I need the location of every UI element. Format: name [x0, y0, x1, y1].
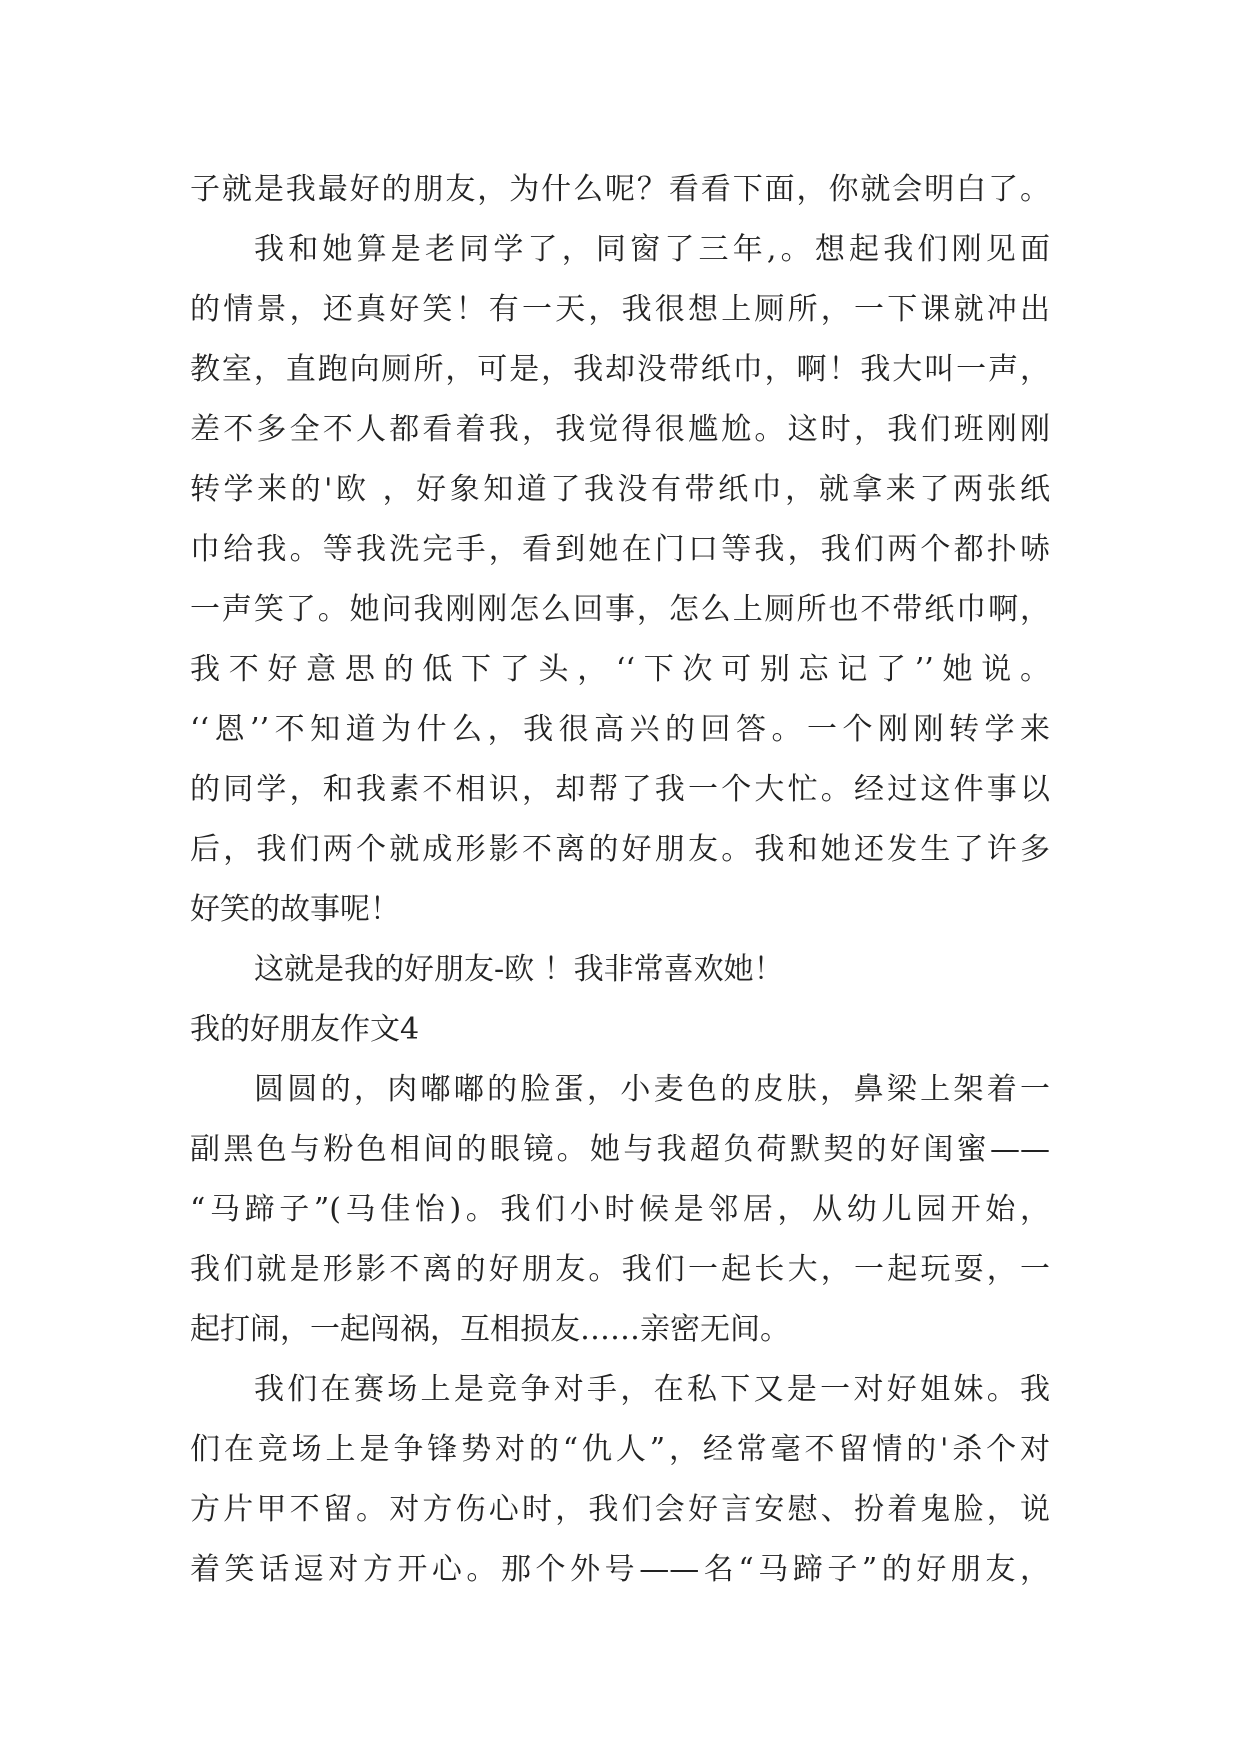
text-line: 圆圆的，肉嘟嘟的脸蛋，小麦色的皮肤，鼻梁上架着一 — [254, 1072, 1050, 1107]
text-line: 着笑话逗对方开心。那个外号——名“马蹄子”的好朋友， — [190, 1552, 1050, 1587]
text-line: 方片甲不留。对方伤心时，我们会好言安慰、扮着鬼脸，说 — [190, 1492, 1050, 1527]
section-heading: 我的好朋友作文4 — [190, 1012, 420, 1047]
text-line: 副黑色与粉色相间的眼镜。她与我超负荷默契的好闺蜜—— — [190, 1132, 1050, 1167]
text-line: 起打闹，一起闯祸，互相损友……亲密无间。 — [190, 1312, 790, 1347]
text-line: 我们在赛场上是竞争对手，在私下又是一对好姐妹。我 — [254, 1372, 1050, 1407]
text-line: 这就是我的好朋友-欧 ！我非常喜欢她！ — [254, 952, 784, 987]
text-line: 子就是我最好的朋友，为什么呢？看看下面，你就会明白了。 — [190, 172, 1050, 207]
text-line: 差不多全不人都看着我，我觉得很尴尬。这时，我们班刚刚 — [190, 412, 1050, 447]
text-line: 我和她算是老同学了，同窗了三年,。想起我们刚见面 — [254, 232, 1050, 267]
text-line: “马蹄子”(马佳怡)。我们小时候是邻居，从幼儿园开始， — [190, 1192, 1050, 1227]
text-line: 我们就是形影不离的好朋友。我们一起长大，一起玩耍，一 — [190, 1252, 1050, 1287]
document-body — [190, 160, 1050, 1600]
text-line: 巾给我。等我洗完手，看到她在门口等我，我们两个都扑哧 — [190, 532, 1050, 567]
text-line: 的情景，还真好笑！有一天，我很想上厕所，一下课就冲出 — [190, 292, 1050, 327]
text-line: 一声笑了。她问我刚刚怎么回事，怎么上厕所也不带纸巾啊， — [190, 592, 1050, 627]
text-line: 后，我们两个就成形影不离的好朋友。我和她还发生了许多 — [190, 832, 1050, 867]
text-line: 我不好意思的低下了头，‘‘下次可别忘记了’’她说。 — [190, 652, 1050, 687]
text-line: ‘‘恩’’不知道为什么，我很高兴的回答。一个刚刚转学来 — [190, 712, 1050, 747]
text-line: 好笑的故事呢！ — [190, 892, 400, 927]
text-line: 转学来的'欧 ，好象知道了我没有带纸巾，就拿来了两张纸 — [190, 472, 1050, 507]
text-line: 的同学，和我素不相识，却帮了我一个大忙。经过这件事以 — [190, 772, 1050, 807]
text-line: 们在竞场上是争锋势对的“仇人”，经常毫不留情的'杀个对 — [190, 1432, 1050, 1467]
text-line: 教室，直跑向厕所，可是，我却没带纸巾，啊！我大叫一声， — [190, 352, 1050, 387]
